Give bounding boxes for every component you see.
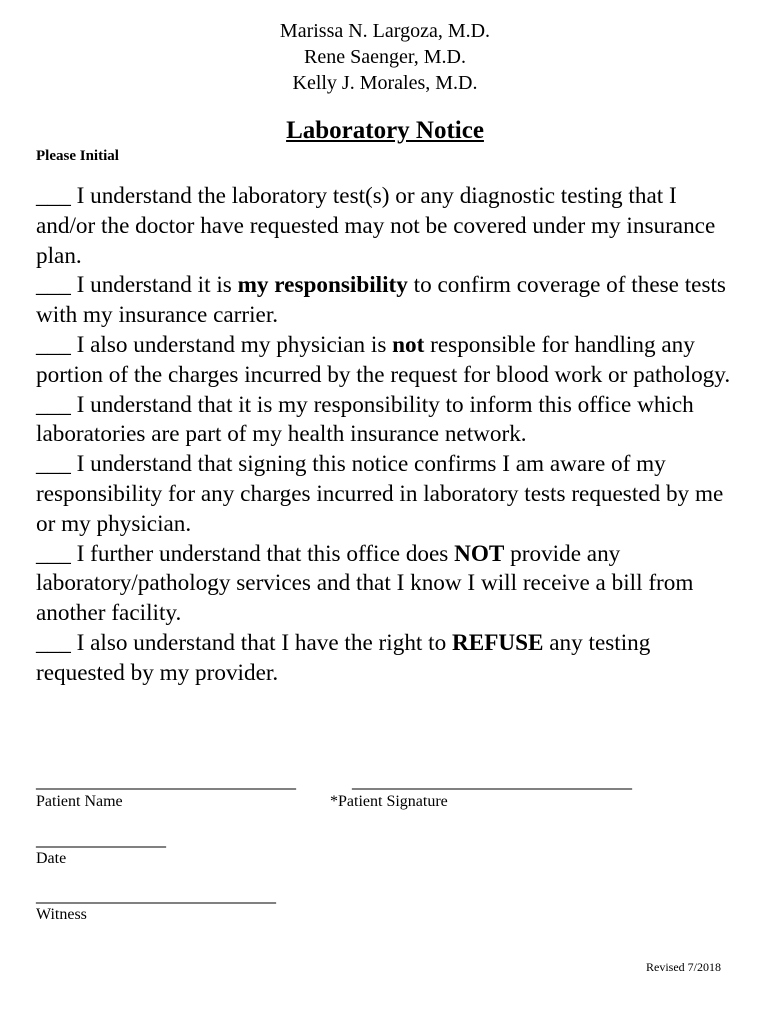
initial-blank[interactable]: ___ bbox=[36, 183, 71, 209]
statement-text: to confirm coverage of these tests with my insurance carrier. bbox=[36, 272, 726, 329]
page-title: Laboratory Notice bbox=[286, 117, 484, 144]
statement-2 bbox=[36, 271, 736, 331]
statement-text: I understand it is bbox=[70, 272, 238, 299]
statement-emphasis: my responsibility bbox=[237, 272, 408, 299]
statement-emphasis: REFUSE bbox=[451, 629, 544, 656]
statement-text: I understand that it is my responsibility to inform this office which laboratories are part of my health insurance network. bbox=[36, 391, 694, 448]
patient-signature-label: *Patient Signature bbox=[330, 793, 448, 810]
statement-text: responsible for handling any portion of the charges incurred by the request for blood work or pathology. bbox=[36, 331, 731, 388]
initial-blank[interactable]: ___ bbox=[36, 391, 71, 418]
please-initial-label: Please Initial bbox=[36, 148, 119, 164]
initial-blank[interactable]: ___ bbox=[36, 629, 71, 656]
witness-label: Witness bbox=[36, 906, 87, 923]
statement-5 bbox=[36, 450, 736, 539]
initial-blank[interactable]: ___ bbox=[36, 451, 71, 478]
statement-text: I also understand that I have the right to bbox=[70, 629, 452, 656]
patient-name-label: Patient Name bbox=[36, 793, 123, 810]
witness-line[interactable]: ________________________ bbox=[36, 884, 276, 906]
doctor-names bbox=[0, 18, 770, 96]
statement-text: I also understand my physician is bbox=[70, 331, 393, 358]
statement-3 bbox=[36, 331, 736, 391]
statement-text: I further understand that this office does bbox=[70, 540, 455, 567]
statement-4 bbox=[36, 391, 736, 451]
date-label: Date bbox=[36, 850, 67, 867]
statement-1 bbox=[36, 182, 736, 271]
patient-name-line[interactable]: __________________________ bbox=[36, 770, 296, 792]
doctor-name-1: Marissa N. Largoza, M.D. bbox=[279, 20, 491, 42]
statement-text: I understand that signing this notice confirms I am aware of my responsibility for any charges incurred in laboratory tests requested by me or my physician. bbox=[36, 451, 724, 537]
patient-signature-line[interactable]: ____________________________ bbox=[352, 770, 632, 792]
statement-list bbox=[36, 182, 736, 689]
statement-emphasis: not bbox=[392, 331, 425, 358]
revision-date: Revised 7/2018 bbox=[646, 960, 721, 974]
statement-6 bbox=[36, 540, 736, 629]
statement-emphasis: NOT bbox=[454, 540, 505, 567]
statement-7 bbox=[36, 629, 736, 689]
statement-text: I understand the laboratory test(s) or any diagnostic testing that I and/or the doctor have requested may not be covered under my insurance plan. bbox=[36, 183, 716, 269]
statement-text: provide any laboratory/pathology services and that I know I will receive a bill from another facility. bbox=[36, 540, 694, 627]
doctor-name-3: Kelly J. Morales, M.D. bbox=[292, 72, 478, 94]
initial-blank[interactable]: ___ bbox=[36, 540, 71, 567]
date-line[interactable]: _____________ bbox=[36, 828, 166, 850]
statement-text: any testing requested by my provider. bbox=[36, 629, 651, 686]
initial-blank[interactable]: ___ bbox=[36, 272, 71, 299]
initial-blank[interactable]: ___ bbox=[36, 331, 71, 358]
doctor-name-2: Rene Saenger, M.D. bbox=[304, 46, 466, 68]
